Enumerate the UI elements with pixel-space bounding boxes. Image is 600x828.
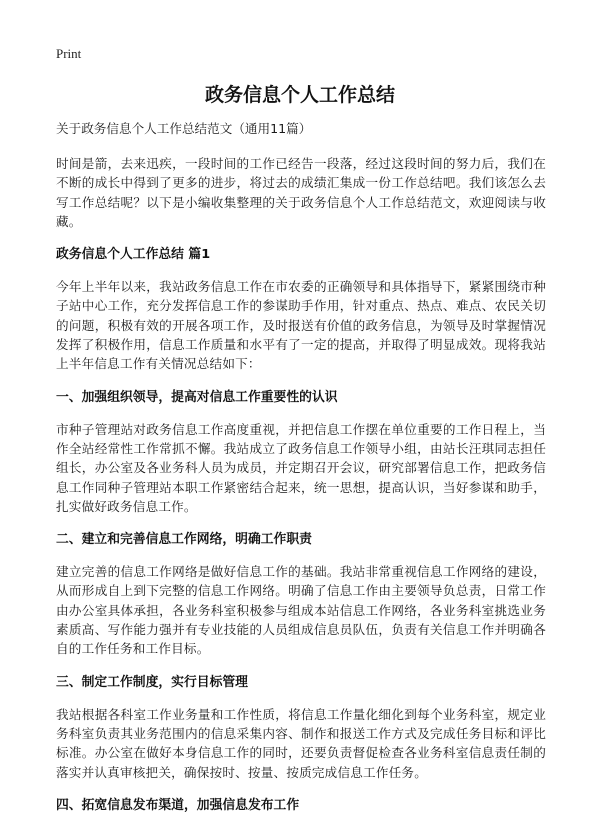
section-body-2: 建立完善的信息工作网络是做好信息工作的基础。我站非常重视信息工作网络的建设，从而形成自上到下完整的信息工作网络。明确了信息工作由主要领导负总责，日常工作由办公室具体承担，各业务科室积极参与组成本站信息工作网络，各业务科室挑选业务素质高、写作能力强并有专业技能的人员组成信息员队伍，负责有关信息工作并明确各自的工作任务和工作目标。 — [56, 564, 546, 657]
section-heading-3: 三、制定工作制度，实行目标管理 — [56, 674, 248, 690]
section-body-1: 市种子管理站对政务信息工作高度重视，并把信息工作摆在单位重要的工作日程上，当作全站经常性工作常抓不懈。我站成立了政务信息工作领导小组，由站长汪琪同志担任组长，办公室及各业务科人员为成员，并定期召开会议，研究部署信息工作，把政务信息工作同种子管理站本职工作紧密结合起来，统一思想，提高认识，当好参谋和助手，扎实做好政务信息工作。 — [56, 421, 546, 514]
section-body-3: 我站根据各科室工作业务量和工作性质，将信息工作量化细化到每个业务科室，规定业务科室负责其业务范围内的信息采集内容、制作和报送工作方式及完成任务目标和评比标准。办公室在做好本身信息工作的同时，还要负责督促检查各业务科室信息责任制的落实并认真审核把关，确保按时、按量、按质完成信息工作任务。 — [56, 706, 546, 780]
document-title: 政务信息个人工作总结 — [204, 84, 395, 106]
section-heading-4: 四、拓宽信息发布渠道，加强信息发布工作 — [56, 797, 300, 813]
document-body — [56, 118, 546, 828]
article-heading: 政务信息个人工作总结 篇1 — [56, 247, 211, 263]
section-heading-1: 一、加强组织领导，提高对信息工作重要性的认识 — [56, 389, 338, 405]
document-subtitle: 关于政务信息个人工作总结范文（通用11篇） — [56, 121, 312, 136]
section-heading-2: 二、建立和完善信息工作网络，明确工作职责 — [56, 532, 312, 548]
print-link[interactable]: Print — [56, 46, 82, 61]
article-intro-paragraph: 今年上半年以来，我站政务信息工作在市农委的正确领导和具体指导下，紧紧围绕市种子站中心工作，充分发挥信息工作的参谋助手作用，针对重点、热点、难点、农民关切的问题，积极有效的开展各项工作，及时报送有价值的政务信息，为领导及时掌握情况发挥了积极作用，信息工作质量和水平有了一定的提高，并取得了明显成效。现将我站上半年信息工作有关情况总结如下： — [56, 279, 546, 372]
intro-paragraph: 时间是箭，去来迅疾，一段时间的工作已经告一段落，经过这段时间的努力后，我们在不断的成长中得到了更多的进步，将过去的成绩汇集成一份工作总结吧。我们该怎么去写工作总结呢？以下是小编收集整理的关于政务信息个人工作总结范文，欢迎阅读与收藏。 — [56, 156, 546, 229]
